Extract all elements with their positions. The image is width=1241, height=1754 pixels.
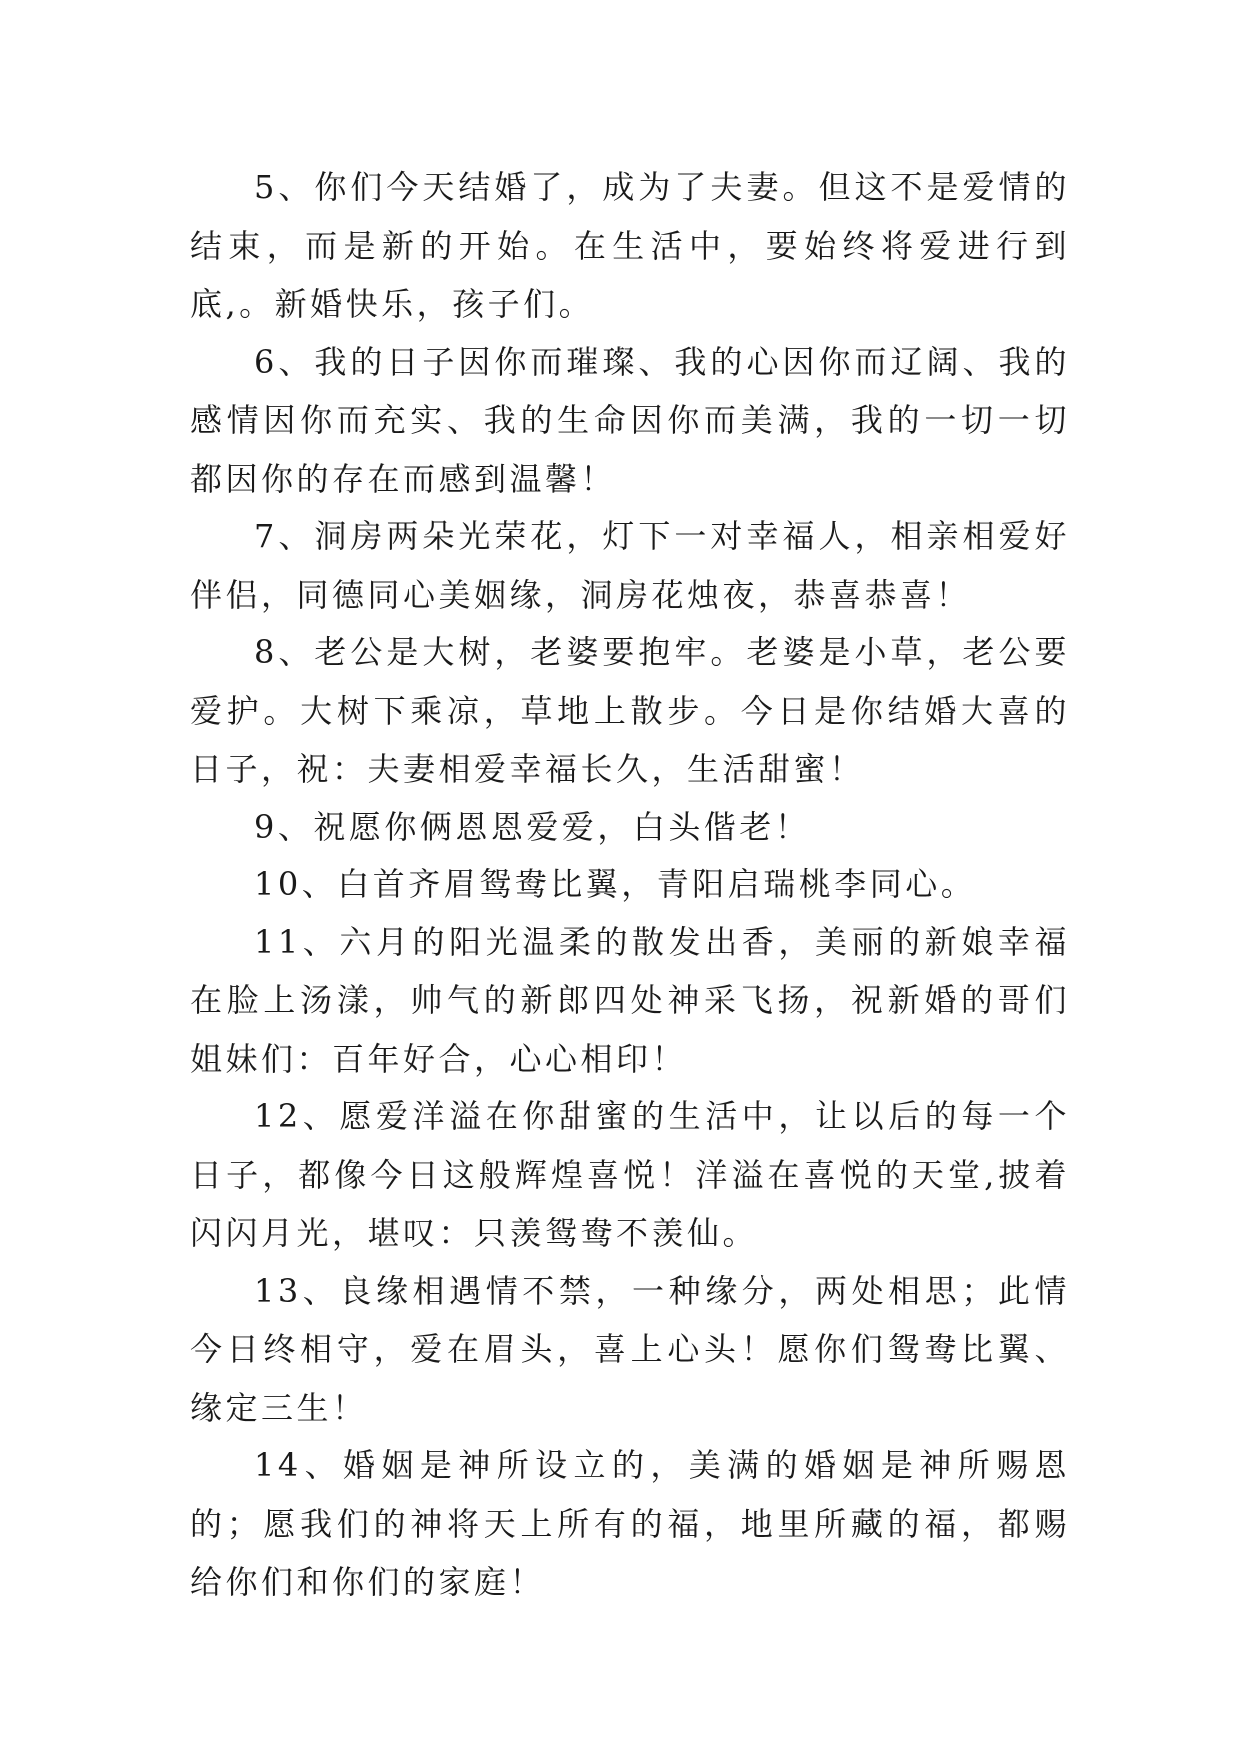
paragraph-7: 7、洞房两朵光荣花，灯下一对幸福人，相亲相爱好伴侣，同德同心美姻缘，洞房花烛夜，恭喜恭喜！ [190, 517, 1070, 614]
paragraph-6: 6、我的日子因你而璀璨、我的心因你而辽阔、我的感情因你而充实、我的生命因你而美满，我的一切一切都因你的存在而感到温馨！ [190, 342, 1070, 498]
paragraph-9: 9、祝愿你俩恩恩爱爱，白头偕老！ [254, 807, 811, 846]
paragraph-12: 12、愿爱洋溢在你甜蜜的生活中，让以后的每一个日子，都像今日这般辉煌喜悦！洋溢在喜悦的天堂,披着闪闪月光，堪叹：只羡鸳鸯不羡仙。 [190, 1097, 1070, 1252]
paragraph-10: 10、白首齐眉鸳鸯比翼，青阳启瑞桃李同心。 [254, 865, 977, 903]
document-body [190, 158, 1070, 1611]
paragraph-13: 13、良缘相遇情不禁，一种缘分，两处相思；此情今日终相守，爱在眉头，喜上心头！愿你们鸳鸯比翼、缘定三生！ [190, 1271, 1070, 1427]
paragraph-8: 8、老公是大树，老婆要抱牢。老婆是小草，老公要爱护。大树下乘凉，草地上散步。今日是你结婚大喜的日子，祝：夫妻相爱幸福长久，生活甜蜜！ [190, 633, 1070, 788]
paragraph-11: 11、六月的阳光温柔的散发出香，美丽的新娘幸福在脸上汤漾，帅气的新郎四处神采飞扬，祝新婚的哥们姐妹们：百年好合，心心相印！ [190, 922, 1070, 1078]
paragraph-14: 14、婚姻是神所设立的，美满的婚姻是神所赐恩的；愿我们的神将天上所有的福，地里所藏的福，都赐给你们和你们的家庭！ [190, 1446, 1070, 1601]
paragraph-5: 5、你们今天结婚了，成为了夫妻。但这不是爱情的结束，而是新的开始。在生活中，要始终将爱进行到底,。新婚快乐，孩子们。 [190, 168, 1070, 323]
